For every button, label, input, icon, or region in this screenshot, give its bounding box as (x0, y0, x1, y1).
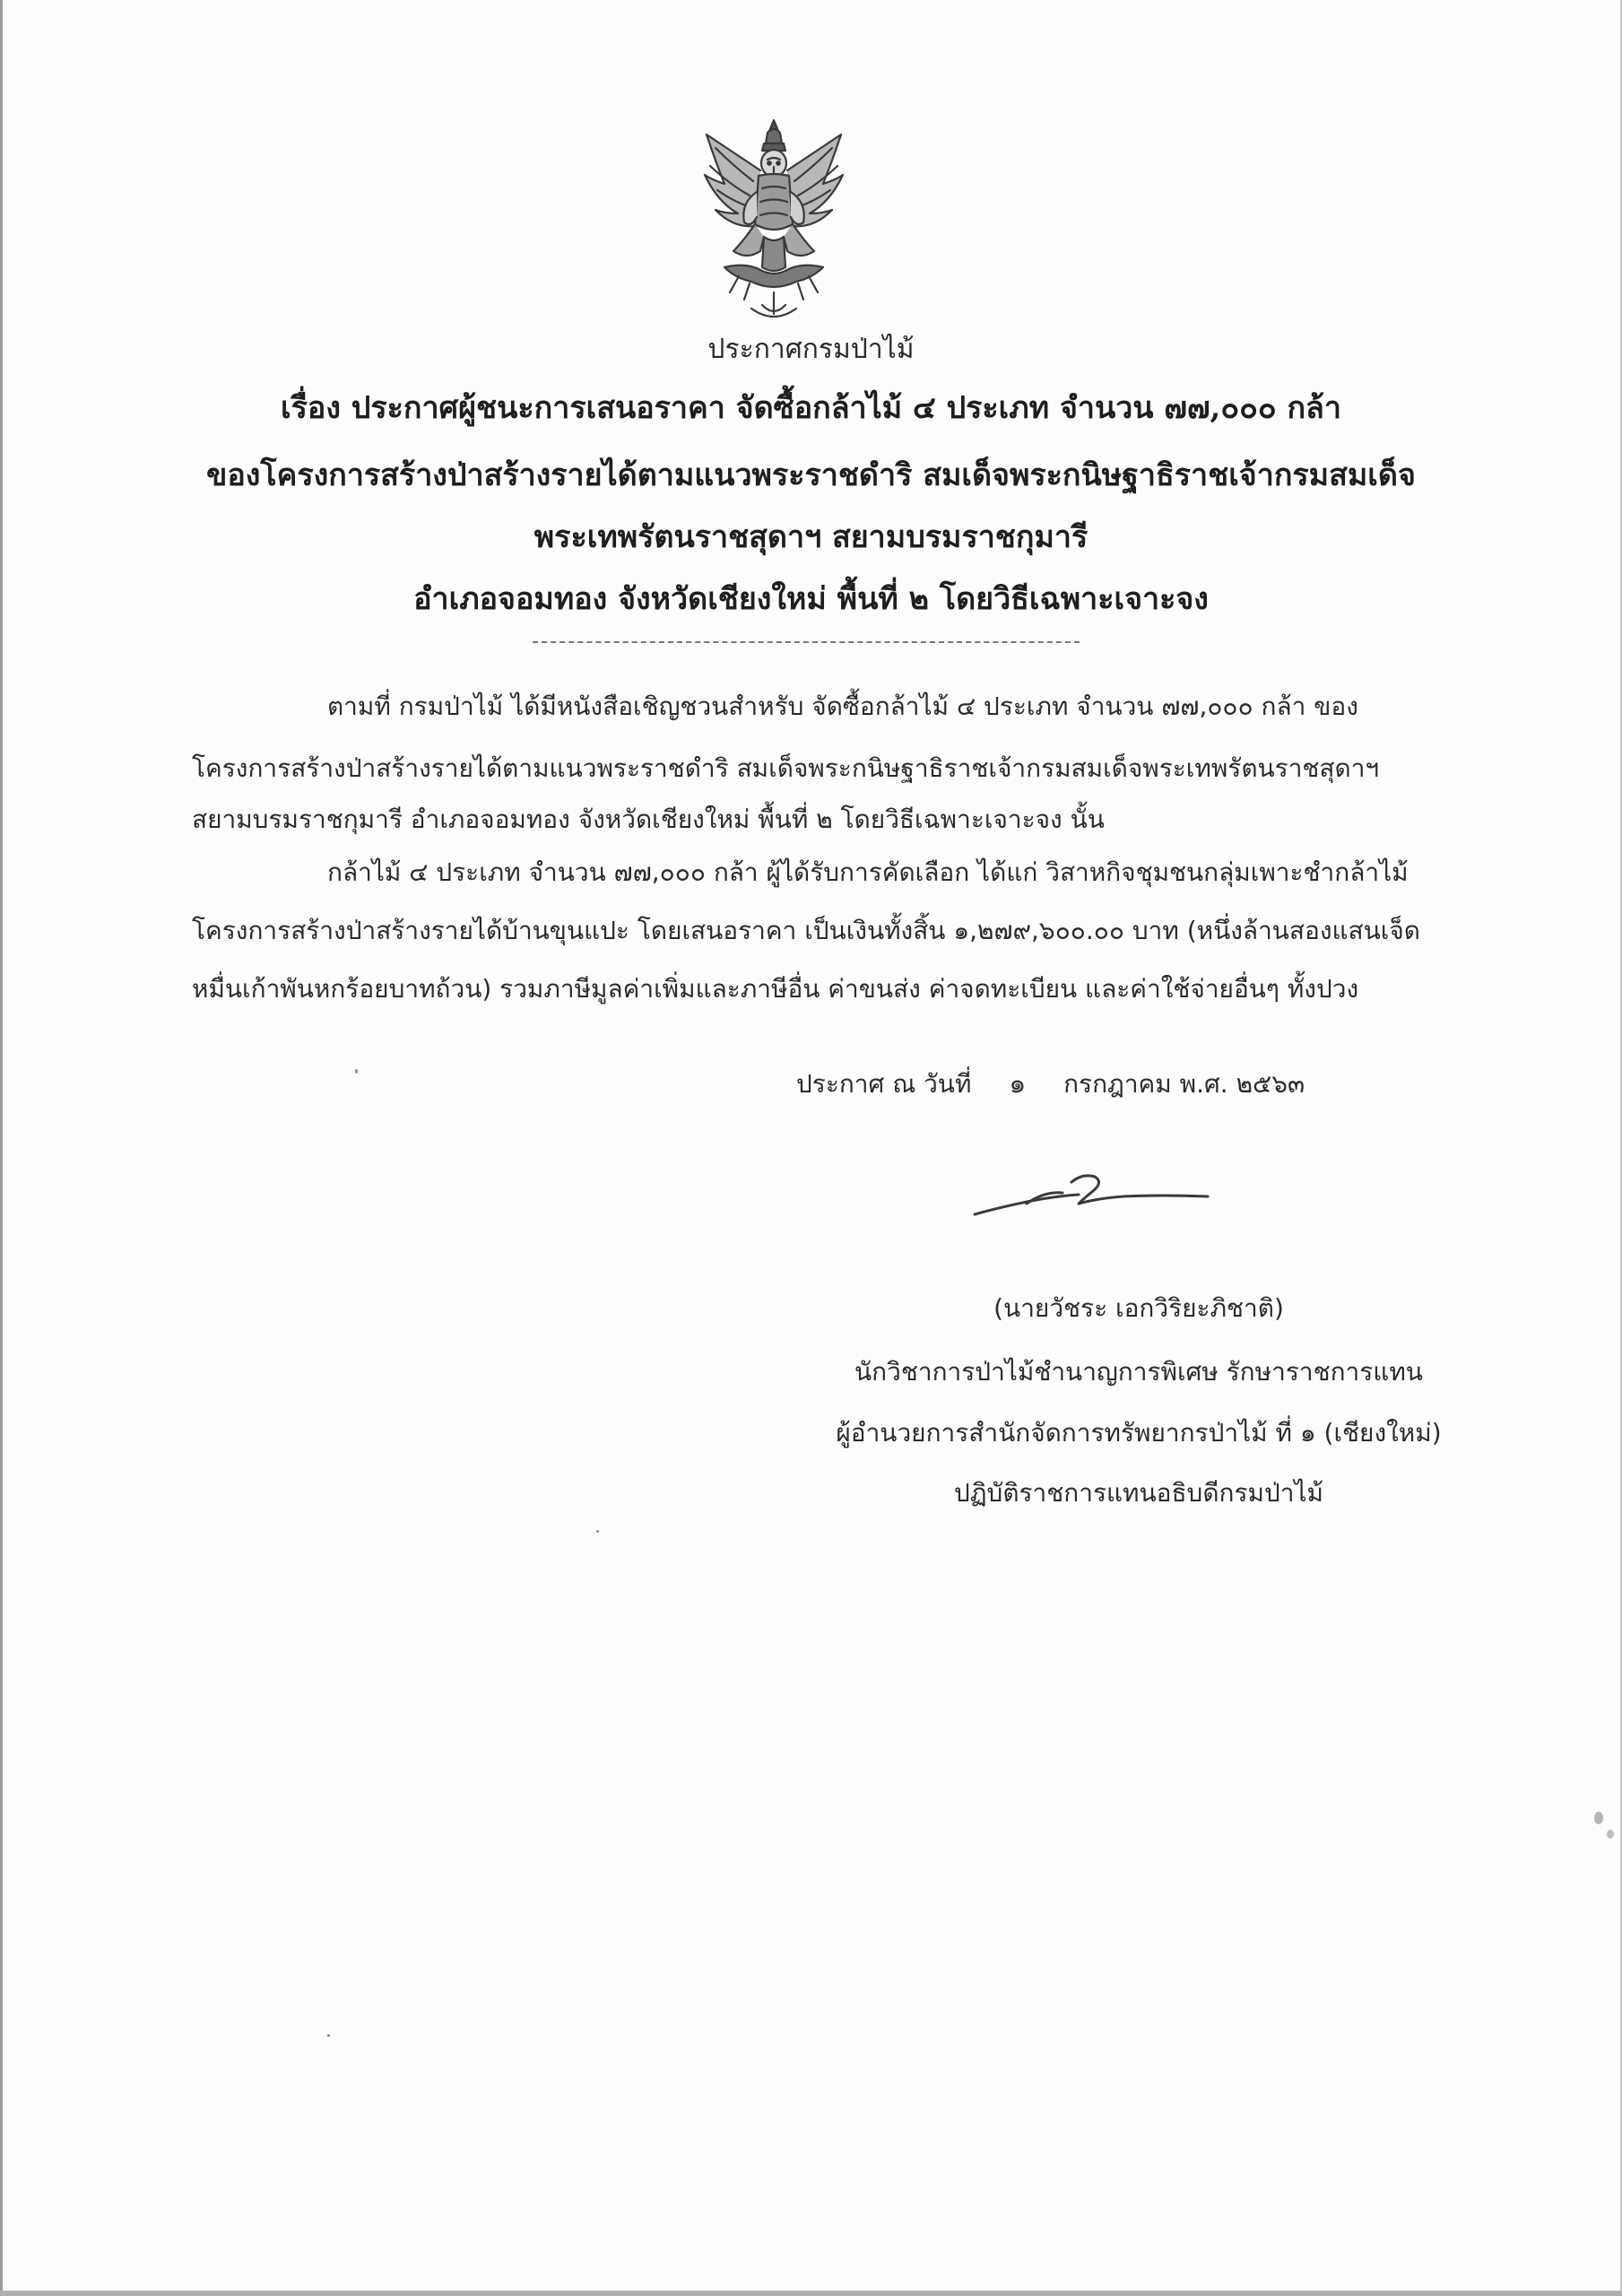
date-month-year: กรกฎาคม พ.ศ. ๒๕๖๓ (1063, 1069, 1305, 1099)
signatory-name: (นายวัชระ เอกวิริยะภิชาติ) (993, 1293, 1284, 1323)
handwritten-signature (973, 1166, 1215, 1229)
signatory-position-3: ปฏิบัติราชการแทนอธิบดีกรมป่าไม้ (953, 1478, 1323, 1508)
signatory-position-2: ผู้อำนวยการสำนักจัดการทรัพยากรป่าไม้ ที่ ๑ (เชียงใหม่) (836, 1418, 1442, 1448)
paragraph-2-line-1: กล้าไม้ ๔ ประเภท จำนวน ๗๗,๐๐๐ กล้า ผู้ได้รับการคัดเลือก ได้แก่ วิสาหกิจชุมชนกลุ่มเพาะชำกล้าไม้ (327, 857, 1409, 887)
scan-speck (327, 2034, 330, 2037)
scan-speck (596, 1530, 599, 1533)
date-prefix: ประกาศ ณ วันที่ (796, 1069, 972, 1099)
subject-line-1: เรื่อง ประกาศผู้ชนะการเสนอราคา จัดซื้อกล้าไม้ ๔ ประเภท จำนวน ๗๗,๐๐๐ กล้า (281, 390, 1341, 426)
subject-line-3: พระเทพรัตนราชสุดาฯ สยามบรมราชกุมารี (533, 519, 1089, 555)
scan-edge-bottom (0, 2291, 1622, 2296)
garuda-emblem-icon (698, 117, 850, 327)
scan-speck (1594, 1812, 1603, 1824)
paragraph-2-line-2: โครงการสร้างป่าสร้างรายได้บ้านขุนแปะ โดยเสนอราคา เป็นเงินทั้งสิ้น ๑,๒๗๙,๖๐๐.๐๐ บาท (หนึ่งล้านสองแสนเจ็ด (192, 916, 1420, 945)
scan-speck (355, 1069, 358, 1074)
paragraph-1-line-3: สยามบรมราชกุมารี อำเภอจอมทอง จังหวัดเชียงใหม่ พื้นที่ ๒ โดยวิธีเฉพาะเจาะจง นั้น (192, 804, 1105, 834)
dashed-divider (533, 641, 1080, 643)
subject-line-2: ของโครงการสร้างป่าสร้างรายได้ตามแนวพระราชดำริ สมเด็จพระกนิษฐาธิราชเจ้ากรมสมเด็จ (206, 457, 1416, 493)
signatory-position-1: นักวิชาการป่าไม้ชำนาญการพิเศษ รักษาราชการแทน (854, 1357, 1423, 1387)
paragraph-2-line-3: หมื่นเก้าพันหกร้อยบาทถ้วน) รวมภาษีมูลค่าเพิ่มและภาษีอื่น ค่าขนส่ง ค่าจดทะเบียน และค่าใช้จ่ายอื่นๆ ทั้งปวง (192, 974, 1359, 1004)
scan-speck (1607, 1830, 1614, 1839)
paragraph-1-line-2: โครงการสร้างป่าสร้างรายได้ตามแนวพระราชดำริ สมเด็จพระกนิษฐาธิราชเจ้ากรมสมเด็จพระเทพรัตนราชสุดาฯ (192, 753, 1380, 783)
announcement-date (796, 1063, 1305, 1105)
date-day-handwritten: ๑ (1007, 1067, 1028, 1100)
agency-title: ประกาศกรมป่าไม้ (707, 334, 915, 365)
subject-line-4: อำเภอจอมทอง จังหวัดเชียงใหม่ พื้นที่ ๒ โดยวิธีเฉพาะเจาะจง (413, 581, 1209, 617)
paragraph-1-line-1: ตามที่ กรมป่าไม้ ได้มีหนังสือเชิญชวนสำหรับ จัดซื้อกล้าไม้ ๔ ประเภท จำนวน ๗๗,๐๐๐ กล้า ของ (327, 691, 1358, 721)
